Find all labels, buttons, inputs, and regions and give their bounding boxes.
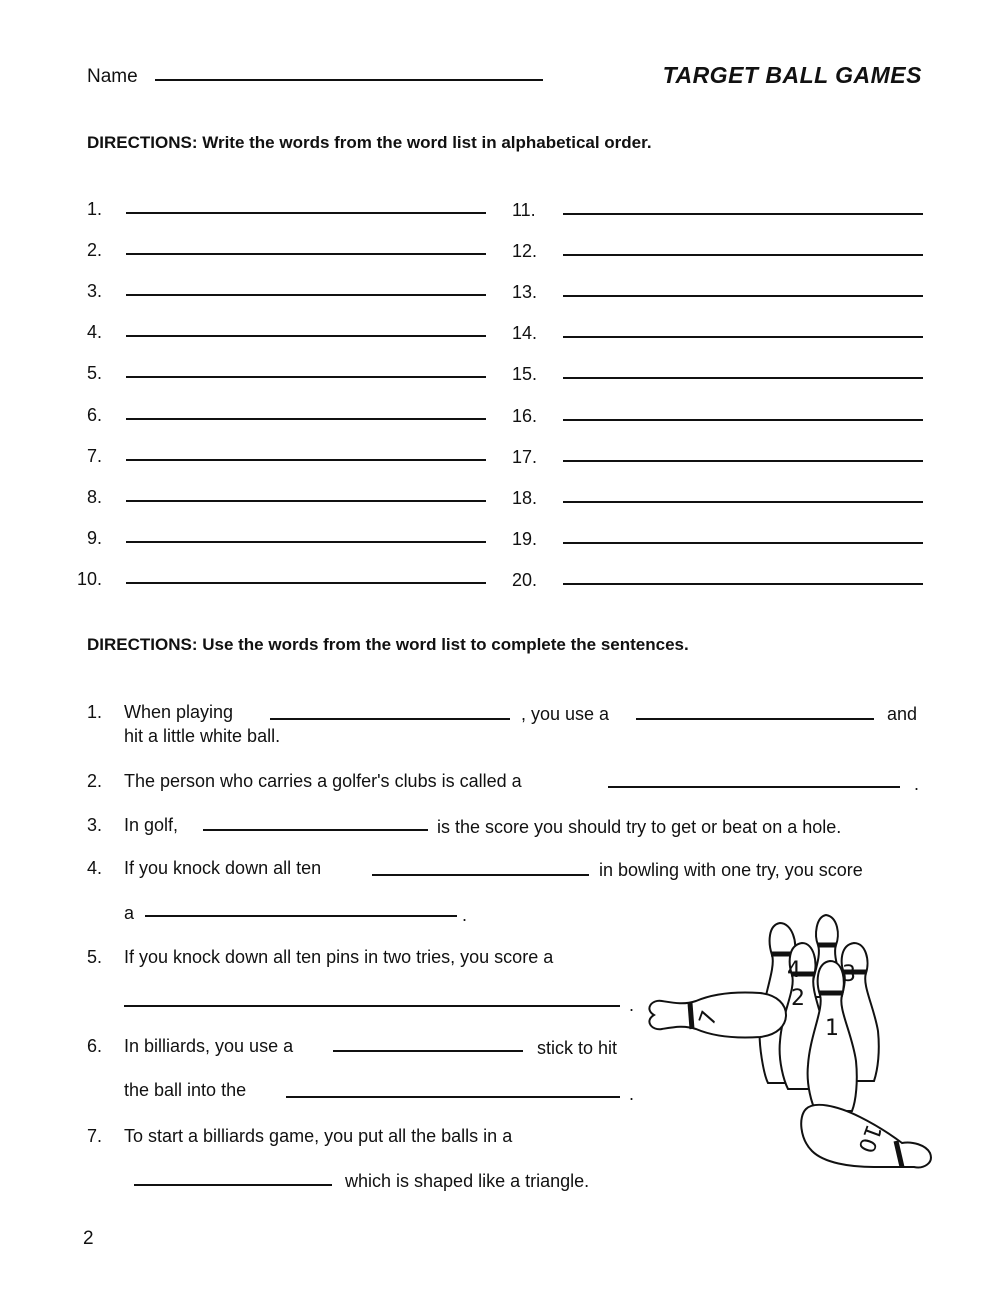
sentence-1-number: 1. (87, 702, 103, 722)
answer-number: 2. (87, 240, 103, 260)
answer-blank[interactable] (563, 542, 923, 544)
sentence-6-blank-1[interactable] (333, 1050, 523, 1052)
answer-blank[interactable] (126, 253, 486, 255)
answer-number: 7. (87, 446, 103, 466)
sentence-5-number: 5. (87, 947, 103, 967)
pin-number: 1 (825, 1016, 839, 1041)
answer-blank[interactable] (126, 459, 486, 461)
sentence-4-text-b: in bowling with one try, you score (599, 860, 863, 880)
answer-blank[interactable] (563, 295, 923, 297)
sentence-1-blank-1[interactable] (270, 718, 510, 720)
answer-number: 3. (87, 281, 103, 301)
sentence-2-end: . (914, 774, 920, 794)
answer-blank[interactable] (126, 212, 486, 214)
name-blank[interactable] (155, 79, 543, 81)
answer-blank[interactable] (126, 500, 486, 502)
pin-number: 3 (842, 962, 856, 987)
answer-blank[interactable] (563, 583, 923, 585)
answer-number: 4. (87, 322, 103, 342)
page-number: 2 (83, 1228, 94, 1249)
answer-blank[interactable] (563, 419, 923, 421)
sentence-6-text-c: the ball into the (124, 1080, 247, 1100)
sentence-6-text-a: In billiards, you use a (124, 1036, 294, 1056)
sentence-3-number: 3. (87, 815, 103, 835)
answer-number: 1. (87, 199, 103, 219)
pin-number: 4 (787, 958, 801, 983)
answer-number: 18. (512, 488, 538, 508)
answer-blank[interactable] (563, 213, 923, 215)
directions-alphabetical: DIRECTIONS: Write the words from the word list in alphabetical order. (87, 133, 652, 152)
sentence-7-text-b: which is shaped like a triangle. (345, 1171, 590, 1191)
sentence-4-number: 4. (87, 858, 103, 878)
answer-blank[interactable] (126, 376, 486, 378)
answer-number: 13. (512, 282, 538, 302)
sentence-4-end: . (462, 905, 468, 925)
sentence-1-text-d: hit a little white ball. (124, 726, 281, 746)
sentence-7-text-a: To start a billiards game, you put all the balls in a (124, 1126, 513, 1146)
answer-number: 10. (77, 569, 103, 589)
bowling-pins-illustration (640, 905, 940, 1185)
sentence-6-blank-2[interactable] (286, 1096, 620, 1098)
sentence-4-blank-1[interactable] (372, 874, 589, 876)
answer-number: 15. (512, 364, 538, 384)
sentence-5-blank[interactable] (124, 1005, 620, 1007)
pin-number: 10 (852, 1121, 886, 1156)
answer-number: 11. (512, 200, 536, 220)
sentence-1-text-b: , you use a (521, 704, 610, 724)
answer-blank[interactable] (126, 335, 486, 337)
answer-blank[interactable] (563, 377, 923, 379)
pin-number: 2 (791, 986, 805, 1011)
answer-blank[interactable] (563, 254, 923, 256)
sentence-4-text-c: a (124, 903, 135, 923)
answer-blank[interactable] (563, 336, 923, 338)
sentence-3-text-b: is the score you should try to get or beat on a hole. (437, 817, 842, 837)
answer-number: 5. (87, 363, 103, 383)
sentence-2-blank[interactable] (608, 786, 900, 788)
sentence-5-end: . (629, 995, 635, 1015)
sentence-1-text-a: When playing (124, 702, 234, 722)
answer-blank[interactable] (563, 460, 923, 462)
sentence-3-blank[interactable] (203, 829, 428, 831)
answer-number: 12. (512, 241, 538, 261)
sentence-6-number: 6. (87, 1036, 103, 1056)
answer-number: 14. (512, 323, 538, 343)
answer-number: 6. (87, 405, 103, 425)
sentence-3-text-a: In golf, (124, 815, 179, 835)
answer-number: 17. (512, 447, 538, 467)
answer-blank[interactable] (126, 294, 486, 296)
pin-number: 7 (694, 1007, 724, 1030)
sentence-6-text-b: stick to hit (537, 1038, 618, 1058)
sentence-2-text-a: The person who carries a golfer's clubs is called a (124, 771, 522, 791)
sentence-4-blank-2[interactable] (145, 915, 457, 917)
answer-number: 16. (512, 406, 538, 426)
answer-number: 8. (87, 487, 103, 507)
sentence-2-number: 2. (87, 771, 103, 791)
answer-blank[interactable] (563, 501, 923, 503)
worksheet-title: TARGET BALL GAMES (662, 62, 922, 88)
sentence-7-number: 7. (87, 1126, 103, 1146)
answer-blank[interactable] (126, 541, 486, 543)
sentence-7-blank[interactable] (134, 1184, 332, 1186)
answer-number: 19. (512, 529, 538, 549)
answer-blank[interactable] (126, 418, 486, 420)
directions-sentences: DIRECTIONS: Use the words from the word list to complete the sentences. (87, 635, 689, 654)
name-label: Name (87, 66, 138, 87)
sentence-6-end: . (629, 1084, 635, 1104)
sentence-4-text-a: If you knock down all ten (124, 858, 322, 878)
sentence-1-text-c: and (887, 704, 918, 724)
sentence-5-text-a: If you knock down all ten pins in two tries, you score a (124, 947, 554, 967)
answer-blank[interactable] (126, 582, 486, 584)
answer-number: 9. (87, 528, 103, 548)
sentence-1-blank-2[interactable] (636, 718, 874, 720)
answer-number: 20. (512, 570, 538, 590)
